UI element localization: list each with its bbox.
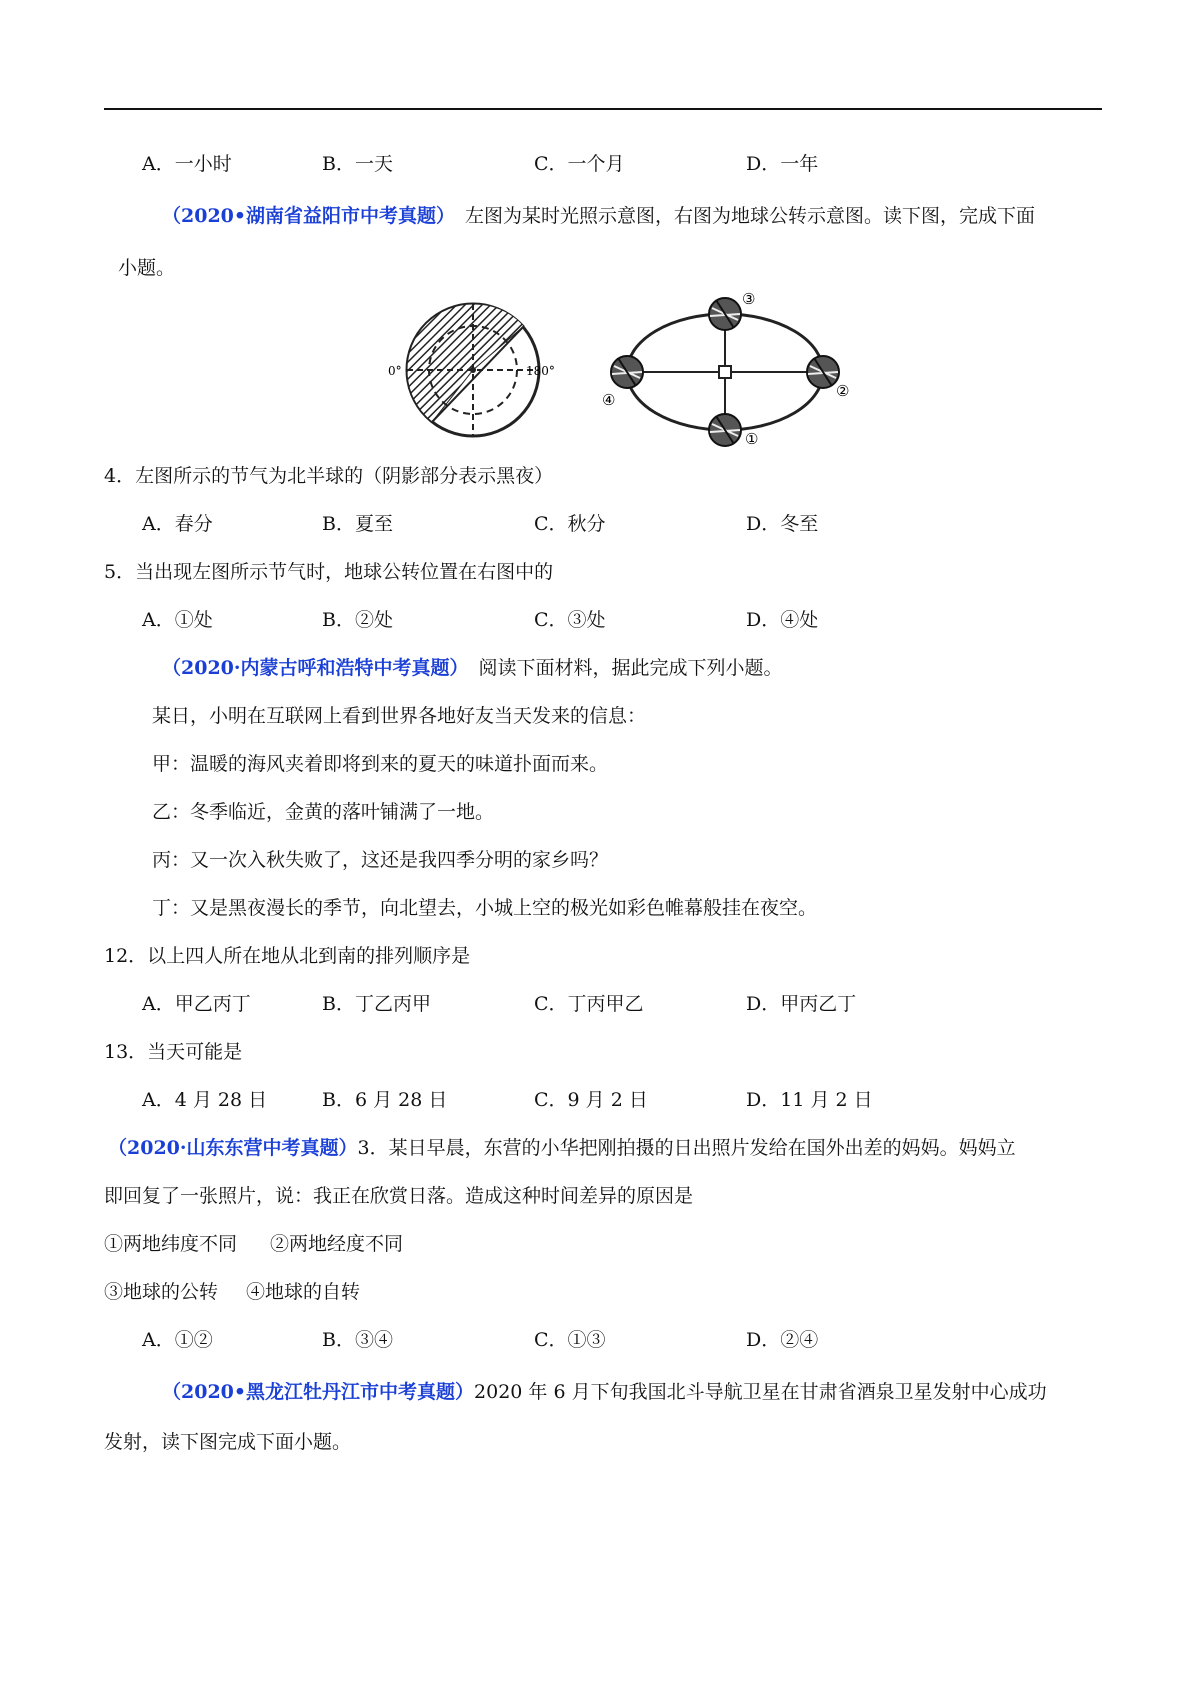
block3-option-d[interactable]: D．②④ <box>746 1329 819 1351</box>
q13-option-d[interactable]: D．11 月 2 日 <box>746 1089 873 1111</box>
block3-stem-text: 3．某日早晨，东营的小华把刚拍摄的日出照片发给在国外出差的妈妈。妈妈立 <box>357 1137 1016 1159</box>
q12-option-a[interactable]: A．甲乙丙丁 <box>142 993 251 1015</box>
q5-stem: 5．当出现左图所示节气时，地球公转位置在右图中的 <box>104 561 554 583</box>
svg-text:④: ④ <box>602 391 616 409</box>
q5-option-c[interactable]: C．③处 <box>534 609 606 631</box>
block4-intro-text: 2020 年 6 月下旬我国北斗导航卫星在甘肃省酒泉卫星发射中心成功 <box>474 1381 1047 1403</box>
q4-option-b[interactable]: B．夏至 <box>322 513 393 535</box>
prev-option-a[interactable]: A．一小时 <box>142 153 232 175</box>
block1-source: （2020•湖南省益阳市中考真题） <box>162 205 456 227</box>
block2-source: （2020·内蒙古呼和浩特中考真题） <box>162 657 469 679</box>
material-line-2: 甲：温暖的海风夹着即将到来的夏天的味道扑面而来。 <box>152 753 609 775</box>
block4-source: （2020•黑龙江牡丹江市中考真题） <box>162 1381 475 1403</box>
q5-option-b[interactable]: B．②处 <box>322 609 393 631</box>
q5-option-d[interactable]: D．④处 <box>746 609 819 631</box>
block4-intro-cont: 发射，读下图完成下面小题。 <box>104 1431 352 1453</box>
q4-option-d[interactable]: D．冬至 <box>746 513 819 535</box>
svg-text:①: ① <box>745 430 759 448</box>
block4-intro <box>162 1380 1047 1404</box>
block3-choice-3: ③地球的公转 <box>104 1281 219 1303</box>
q12-option-b[interactable]: B．丁乙丙甲 <box>322 993 431 1015</box>
label-0-degree: 0° <box>388 364 402 378</box>
block3-option-a[interactable]: A．①② <box>142 1329 213 1351</box>
prev-option-b[interactable]: B．一天 <box>322 153 393 175</box>
illumination-diagram <box>388 296 558 444</box>
q4-option-a[interactable]: A．春分 <box>142 513 213 535</box>
material-line-3: 乙：冬季临近，金黄的落叶铺满了一地。 <box>152 801 495 823</box>
q12-option-d[interactable]: D．甲丙乙丁 <box>746 993 857 1015</box>
prev-option-c[interactable]: C．一个月 <box>534 153 625 175</box>
earth-position-1 <box>709 414 758 448</box>
block1-intro-text: 左图为某时光照示意图，右图为地球公转示意图。读下图，完成下面 <box>465 205 1036 227</box>
q4-option-c[interactable]: C．秋分 <box>534 513 606 535</box>
material-line-4: 丙：又一次入秋失败了，这还是我四季分明的家乡吗？ <box>152 849 609 871</box>
label-180-degree: 180° <box>526 364 555 378</box>
q12-option-c[interactable]: C．丁丙甲乙 <box>534 993 644 1015</box>
q12-stem: 12．以上四人所在地从北到南的排列顺序是 <box>104 945 471 967</box>
svg-text:②: ② <box>836 382 850 400</box>
block2-intro-text: 阅读下面材料，据此完成下列小题。 <box>478 657 783 679</box>
q13-option-a[interactable]: A．4 月 28 日 <box>142 1089 268 1111</box>
q4-stem: 4．左图所示的节气为北半球的（阴影部分表示黑夜） <box>104 465 554 487</box>
q13-stem: 13．当天可能是 <box>104 1041 243 1063</box>
block1-intro <box>162 204 1035 228</box>
q5-option-a[interactable]: A．①处 <box>142 609 213 631</box>
block3-option-b[interactable]: B．③④ <box>322 1329 393 1351</box>
q13-option-b[interactable]: B．6 月 28 日 <box>322 1089 448 1111</box>
earth-position-4 <box>602 356 643 409</box>
prev-option-d[interactable]: D．一年 <box>746 153 819 175</box>
block3-choice-4: ④地球的自转 <box>246 1281 361 1303</box>
block3-choice-1: ①两地纬度不同 <box>104 1233 238 1255</box>
pole-point <box>470 367 476 373</box>
header-rule <box>104 108 1102 110</box>
block3-stem <box>108 1136 1016 1160</box>
orbit-diagram <box>600 268 850 448</box>
q13-option-c[interactable]: C．9 月 2 日 <box>534 1089 648 1111</box>
block2-intro <box>162 656 783 680</box>
block3-choice-2: ②两地经度不同 <box>270 1233 404 1255</box>
material-line-5: 丁：又是黑夜漫长的季节，向北望去，小城上空的极光如彩色帷幕般挂在夜空。 <box>152 897 818 919</box>
block3-stem-cont: 即回复了一张照片，说：我正在欣赏日落。造成这种时间差异的原因是 <box>104 1185 694 1207</box>
sun <box>719 366 731 378</box>
block1-intro-cont: 小题。 <box>118 257 176 279</box>
block3-option-c[interactable]: C．①③ <box>534 1329 606 1351</box>
earth-position-2 <box>807 356 849 400</box>
earth-position-3 <box>709 290 755 330</box>
svg-text:③: ③ <box>742 290 756 308</box>
material-line-1: 某日，小明在互联网上看到世界各地好友当天发来的信息： <box>152 705 647 727</box>
block3-source: （2020·山东东营中考真题） <box>108 1137 358 1159</box>
